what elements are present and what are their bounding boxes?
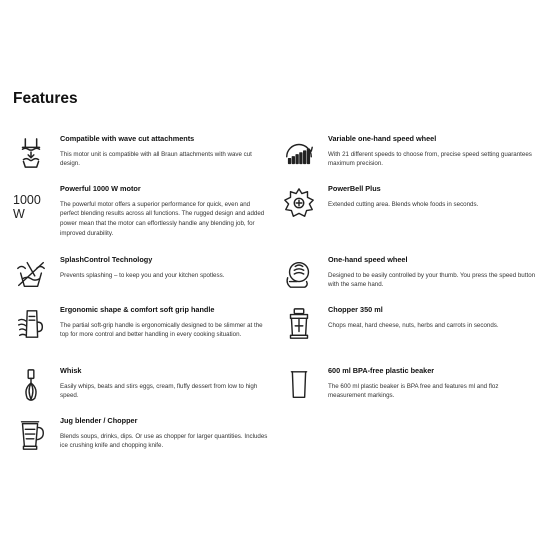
chopper-icon [281,306,317,342]
one-hand-wheel-icon [281,256,317,292]
feature-title: SplashControl Technology [60,255,153,264]
feature-text: The powerful motor offers a superior performance for quick, even and perfect blending results across all functions. The rugged design and added power mean that the motor can effortlessly handle any blending job, for improved durability. [60,200,265,237]
feature-title: Powerful 1000 W motor [60,184,141,193]
feature-motor [13,184,270,238]
feature-title: Compatible with wave cut attachments [60,134,195,143]
feature-title: Variable one-hand speed wheel [328,134,437,143]
grip-handle-icon [13,306,49,342]
feature-beaker [328,367,538,401]
feature-title: One-hand speed wheel [328,255,408,264]
feature-title: Chopper 350 ml [328,305,383,314]
feature-whisk [60,367,270,401]
feature-text: Prevents splashing – to keep you and your kitchen spotless. [60,271,225,279]
speed-wheel-icon [281,135,317,171]
feature-text: Extended cutting area. Blends whole foods in seconds. [328,200,479,208]
feature-powerbell-plus [328,185,538,209]
feature-text: Designed to be easily controlled by your thumb. You press the speed button with the same hand. [328,271,536,289]
feature-text: The 600 ml plastic beaker is BPA free and features ml and floz measurement markings. [328,382,499,400]
page-title: Features [13,90,78,107]
feature-one-hand-wheel [328,256,538,290]
feature-text: With 21 different speeds to choose from, precise speed setting guarantees maximum precision. [328,150,532,168]
feature-title: 600 ml BPA-free plastic beaker [328,366,435,375]
feature-text: Blends soups, drinks, dips. Or use as chopper for larger quantities. Includes ice crushing knife and chopping knife. [60,432,268,450]
feature-jug-blender [60,417,270,451]
feature-grip-handle [60,306,270,340]
beaker-icon [281,367,317,403]
feature-text: Chops meat, hard cheese, nuts, herbs and carrots in seconds. [328,321,499,329]
feature-text: The partial soft-grip handle is ergonomically designed to be slimmer at the top for more control and better handling in every cooking situation. [60,321,263,339]
wave-attachment-icon [13,135,49,171]
feature-speed-wheel [328,135,538,169]
power-1000w-icon: 1000 W [13,193,41,221]
feature-title: PowerBell Plus [328,184,381,193]
feature-text: Easily whips, beats and stirs eggs, cream, fluffy dessert from low to high speed. [60,382,258,400]
powerbell-icon [281,185,317,221]
feature-chopper [328,306,538,330]
feature-wave-cut [60,135,270,169]
feature-title: Jug blender / Chopper [60,416,138,425]
splash-control-icon [13,256,49,292]
whisk-icon [13,367,49,403]
feature-text: This motor unit is compatible with all Braun attachments with wave cut design. [60,150,252,168]
feature-title: Ergonomic shape & comfort soft grip handle [60,305,215,314]
jug-blender-icon [13,417,49,453]
feature-splash-control [60,256,270,280]
feature-title: Whisk [60,366,82,375]
